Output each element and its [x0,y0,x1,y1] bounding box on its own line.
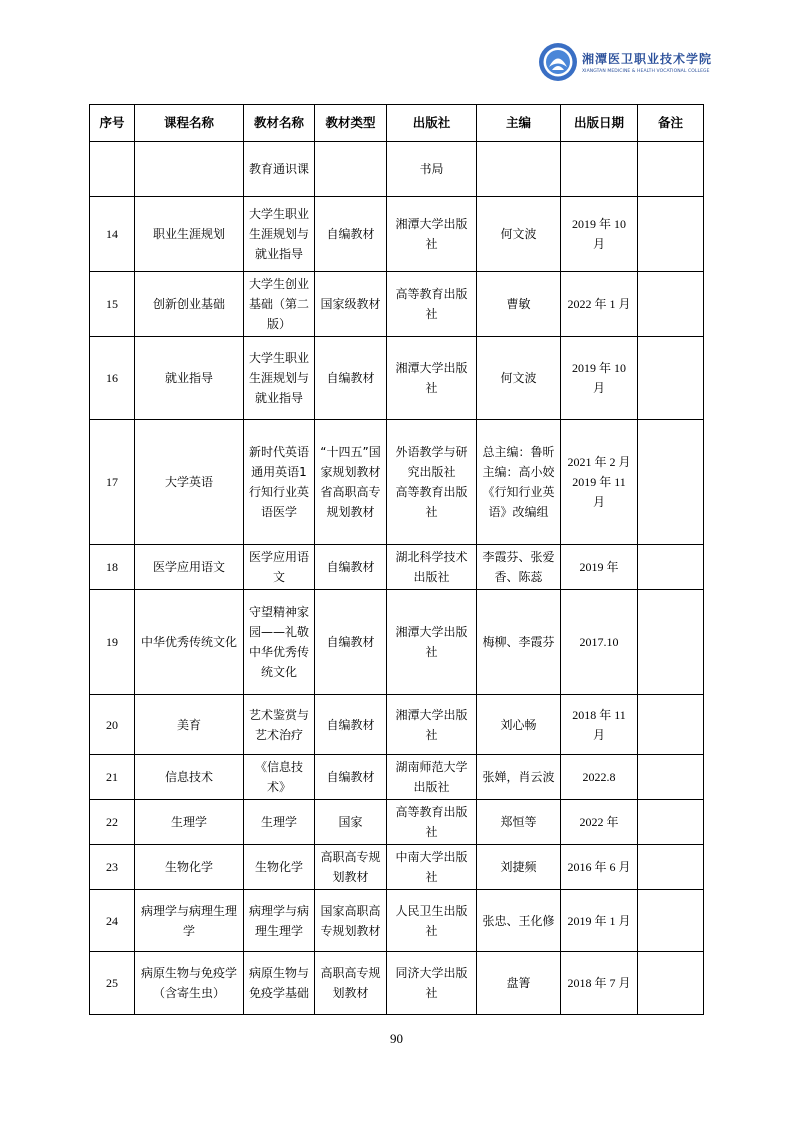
textbook-type: 国家级教材 [315,272,387,337]
publisher: 同济大学出版社 [387,952,477,1015]
remarks [638,845,704,890]
table-row [90,197,704,272]
textbook-type: 国家 [315,800,387,845]
table-header-row [90,105,704,142]
textbook-type: 自编教材 [315,337,387,420]
table-row [90,695,704,755]
row-number [90,142,135,197]
remarks [638,952,704,1015]
chief-editor: 郑恒等 [477,800,561,845]
remarks [638,755,704,800]
textbook-type: 高职高专规划教材 [315,845,387,890]
college-emblem-icon [538,42,578,82]
publish-date: 2019 年 10 月 [561,337,638,420]
textbook-type: 自编教材 [315,590,387,695]
chief-editor: 张忠、王化修 [477,890,561,952]
chief-editor: 张婵，肖云波 [477,755,561,800]
publish-date: 2019 年 10 月 [561,197,638,272]
publisher: 湘潭大学出版社 [387,590,477,695]
col-header-publisher: 出版社 [387,105,477,142]
remarks [638,420,704,545]
row-number: 21 [90,755,135,800]
table-row [90,755,704,800]
chief-editor: 何文波 [477,337,561,420]
textbook-type: 自编教材 [315,695,387,755]
logo-chinese-name: 湘潭医卫职业技术学院 [582,52,713,66]
publish-date: 2016 年 6 月 [561,845,638,890]
textbook-name: 守望精神家园——礼敬中华优秀传统文化 [244,590,315,695]
table-row [90,337,704,420]
row-number: 18 [90,545,135,590]
page-number: 90 [390,1031,403,1046]
chief-editor: 刘捷频 [477,845,561,890]
publish-date: 2018 年 11 月 [561,695,638,755]
publisher: 人民卫生出版社 [387,890,477,952]
col-header-book: 教材名称 [244,105,315,142]
chief-editor: 盘箐 [477,952,561,1015]
textbook-type: 自编教材 [315,545,387,590]
row-number: 19 [90,590,135,695]
course-name: 生理学 [135,800,244,845]
row-number: 14 [90,197,135,272]
row-number: 20 [90,695,135,755]
course-name: 美育 [135,695,244,755]
course-name: 中华优秀传统文化 [135,590,244,695]
publisher: 高等教育出版社 [387,800,477,845]
publish-date: 2022 年 [561,800,638,845]
textbook-name: 医学应用语文 [244,545,315,590]
publish-date: 2017.10 [561,590,638,695]
col-header-editor: 主编 [477,105,561,142]
chief-editor: 何文波 [477,197,561,272]
publish-date: 2018 年 7 月 [561,952,638,1015]
course-name [135,142,244,197]
publish-date: 2019 年 1 月 [561,890,638,952]
remarks [638,272,704,337]
course-name: 病理学与病理生理学 [135,890,244,952]
college-logo [538,42,728,82]
remarks [638,545,704,590]
table-row [90,845,704,890]
table-row [90,420,704,545]
table-row [90,272,704,337]
course-name: 职业生涯规划 [135,197,244,272]
textbook-name: 大学生职业生涯规划与就业指导 [244,197,315,272]
publish-date: 2022.8 [561,755,638,800]
publisher: 湖北科学技术出版社 [387,545,477,590]
remarks [638,337,704,420]
publisher: 湘潭大学出版社 [387,695,477,755]
publisher: 湘潭大学出版社 [387,197,477,272]
textbook-name: 《信息技术》 [244,755,315,800]
publisher: 湖南师范大学出版社 [387,755,477,800]
publish-date: 2022 年 1 月 [561,272,638,337]
course-name: 病原生物与免疫学（含寄生虫） [135,952,244,1015]
remarks [638,142,704,197]
table-row [90,890,704,952]
remarks [638,800,704,845]
publish-date: 2021 年 2 月 2019 年 11 月 [561,420,638,545]
publisher: 中南大学出版社 [387,845,477,890]
row-number: 23 [90,845,135,890]
textbook-type: 自编教材 [315,755,387,800]
course-name: 信息技术 [135,755,244,800]
col-header-course: 课程名称 [135,105,244,142]
remarks [638,695,704,755]
publisher: 湘潭大学出版社 [387,337,477,420]
textbook-type: 国家高职高专规划教材 [315,890,387,952]
course-name: 创新创业基础 [135,272,244,337]
textbook-name: 大学生创业基础（第二版） [244,272,315,337]
table-row [90,142,704,197]
remarks [638,590,704,695]
publisher: 高等教育出版社 [387,272,477,337]
col-header-note: 备注 [638,105,704,142]
remarks [638,197,704,272]
chief-editor [477,142,561,197]
row-number: 22 [90,800,135,845]
textbook-name: 生物化学 [244,845,315,890]
row-number: 16 [90,337,135,420]
textbook-type: 自编教材 [315,197,387,272]
chief-editor: 曹敏 [477,272,561,337]
chief-editor: 总主编：鲁昕 主编：高小姣 《行知行业英语》改编组 [477,420,561,545]
chief-editor: 李霞芬、张爱香、陈蕊 [477,545,561,590]
col-header-no: 序号 [90,105,135,142]
table-row [90,545,704,590]
publish-date [561,142,638,197]
table-row [90,800,704,845]
row-number: 15 [90,272,135,337]
textbook-name: 教育通识课 [244,142,315,197]
textbook-name: 大学生职业生涯规划与就业指导 [244,337,315,420]
textbook-type: “十四五”国家规划教材 省高职高专规划教材 [315,420,387,545]
table-row [90,952,704,1015]
textbook-name: 新时代英语通用英语1行知行业英语医学 [244,420,315,545]
publish-date: 2019 年 [561,545,638,590]
textbook-name: 生理学 [244,800,315,845]
textbook-type: 高职高专规划教材 [315,952,387,1015]
table-row [90,590,704,695]
course-name: 就业指导 [135,337,244,420]
course-name: 医学应用语文 [135,545,244,590]
textbook-name: 艺术鉴赏与艺术治疗 [244,695,315,755]
row-number: 24 [90,890,135,952]
textbook-type [315,142,387,197]
chief-editor: 刘心畅 [477,695,561,755]
logo-english-name: XIANGTAN MEDICINE & HEALTH VOCATIONAL COLLEGE [582,69,710,74]
textbook-table [89,104,704,1015]
textbook-name: 病理学与病理生理学 [244,890,315,952]
col-header-type: 教材类型 [315,105,387,142]
row-number: 17 [90,420,135,545]
col-header-date: 出版日期 [561,105,638,142]
chief-editor: 梅柳、李霞芬 [477,590,561,695]
row-number: 25 [90,952,135,1015]
course-name: 大学英语 [135,420,244,545]
publisher: 书局 [387,142,477,197]
remarks [638,890,704,952]
publisher: 外语教学与研究出版社 高等教育出版社 [387,420,477,545]
textbook-name: 病原生物与免疫学基础 [244,952,315,1015]
course-name: 生物化学 [135,845,244,890]
